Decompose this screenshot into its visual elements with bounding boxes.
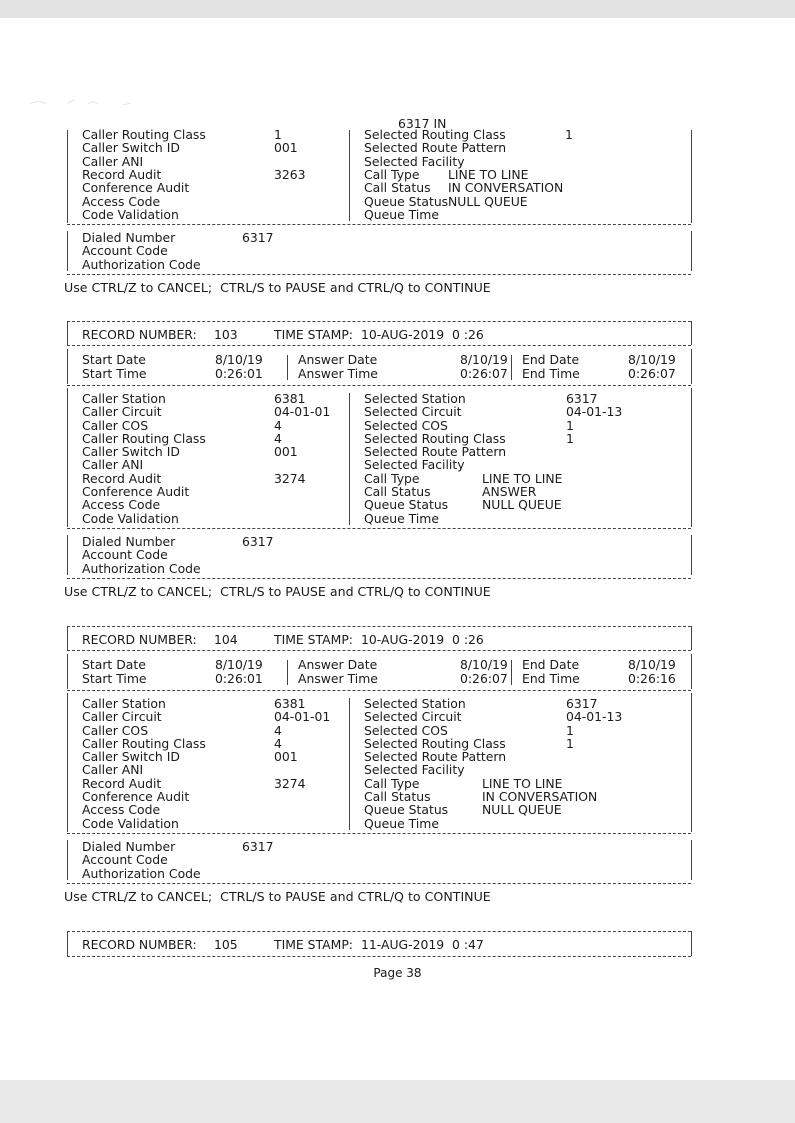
right-border xyxy=(691,231,692,271)
selected-field-label: Queue Time xyxy=(364,206,439,222)
instruction-line: Use CTRL/Z to CANCEL; CTRL/S to PAUSE and CTRL/Q to CONTINUE xyxy=(64,583,491,599)
dates-divider xyxy=(67,690,691,691)
date-divider-2 xyxy=(511,355,512,380)
authorization-code-label: Authorization Code xyxy=(82,560,201,576)
selected-field-label: Selected Station xyxy=(364,390,466,406)
left-border xyxy=(67,654,68,689)
caller-field-label: Caller Switch ID xyxy=(82,140,180,156)
end-date-label: End Date xyxy=(522,352,580,368)
caller-field-value: 001 xyxy=(274,749,298,765)
caller-field-value: 4 xyxy=(274,722,282,738)
selected-field-label: Selected Routing Class xyxy=(364,735,506,751)
caller-field-label: Access Code xyxy=(82,497,161,513)
section-divider xyxy=(67,528,691,529)
selected-field-value: LINE TO LINE xyxy=(482,775,563,791)
caller-field-label: Caller Routing Class xyxy=(82,127,206,142)
caller-field-label: Code Validation xyxy=(82,510,179,526)
header-divider xyxy=(67,956,691,957)
record-bottom-rule xyxy=(67,274,691,275)
record-bottom-rule xyxy=(67,578,691,579)
caller-field-label: Record Audit xyxy=(82,166,162,182)
start-time: 0:26:01 xyxy=(215,365,263,381)
selected-field-label: Call Type xyxy=(364,470,420,486)
left-border xyxy=(67,388,68,527)
caller-field-value: 4 xyxy=(274,417,282,433)
answer-date-label: Answer Date xyxy=(298,352,378,368)
record-top-rule xyxy=(67,931,691,932)
date-divider-2 xyxy=(511,660,512,685)
selected-field-label: Selected Facility xyxy=(364,457,465,473)
caller-field-value: 6381 xyxy=(274,390,306,406)
start-time-label: Start Time xyxy=(82,365,147,381)
selected-field-label: Selected Route Pattern xyxy=(364,749,507,765)
dialed-number-value: 6317 xyxy=(242,838,274,854)
answer-time-label: Answer Time xyxy=(298,670,378,686)
caller-field-label: Conference Audit xyxy=(82,180,190,196)
right-border xyxy=(691,931,692,956)
right-border xyxy=(691,654,692,689)
record-number-label: RECORD NUMBER: xyxy=(82,632,197,647)
selected-field-value: 6317 xyxy=(566,390,598,406)
end-date-label: End Date xyxy=(522,657,580,673)
selected-field-value: 6317 xyxy=(566,695,598,711)
caller-field-label: Access Code xyxy=(82,193,161,209)
right-border xyxy=(691,693,692,832)
top-header-line: 6317 IN xyxy=(398,116,447,131)
account-code-label: Account Code xyxy=(82,852,168,868)
caller-field-label: Caller Routing Class xyxy=(82,735,206,751)
right-border xyxy=(691,626,692,650)
caller-field-label: Caller ANI xyxy=(82,457,144,473)
caller-field-label: Access Code xyxy=(82,802,161,818)
instruction-line: Use CTRL/Z to CANCEL; CTRL/S to PAUSE and CTRL/Q to CONTINUE xyxy=(64,280,491,295)
page-number: Page 38 xyxy=(373,966,422,980)
left-border xyxy=(67,535,68,575)
scan-smudge xyxy=(28,98,158,108)
caller-field-label: Caller ANI xyxy=(82,762,144,778)
left-border xyxy=(67,931,68,956)
record-number: 103 xyxy=(214,327,238,342)
timestamp-label: TIME STAMP: xyxy=(274,632,353,647)
caller-field-value: 3274 xyxy=(274,470,306,486)
timestamp-label: TIME STAMP: xyxy=(274,327,353,342)
dialed-number-label: Dialed Number xyxy=(82,230,176,246)
selected-field-label: Selected Routing Class xyxy=(364,127,506,142)
header-divider xyxy=(67,650,691,651)
selected-field-label: Queue Time xyxy=(364,510,439,526)
timestamp: 10-AUG-2019 0 :26 xyxy=(361,632,484,647)
caller-field-label: Conference Audit xyxy=(82,484,190,499)
caller-field-label: Caller ANI xyxy=(82,153,144,169)
caller-field-value: 001 xyxy=(274,444,298,460)
record-number-label: RECORD NUMBER: xyxy=(82,327,197,342)
caller-field-label: Caller Switch ID xyxy=(82,749,180,765)
record-top-rule xyxy=(67,321,691,322)
caller-field-value: 04-01-01 xyxy=(274,404,331,420)
timestamp-label: TIME STAMP: xyxy=(274,937,353,952)
scan-bottom-band xyxy=(0,1080,795,1123)
answer-date: 8/10/19 xyxy=(460,352,508,368)
caller-field-label: Code Validation xyxy=(82,815,179,831)
selected-field-label: Call Status xyxy=(364,789,431,804)
dialed-number-value: 6317 xyxy=(242,533,274,549)
section-divider xyxy=(67,833,691,834)
caller-field-value: 04-01-01 xyxy=(274,709,331,725)
selected-field-label: Selected Route Pattern xyxy=(364,444,507,460)
authorization-code-label: Authorization Code xyxy=(82,865,201,881)
caller-field-value: 4 xyxy=(274,735,282,751)
caller-field-label: Conference Audit xyxy=(82,789,190,804)
selected-field-value: IN CONVERSATION xyxy=(482,789,598,804)
end-date: 8/10/19 xyxy=(628,657,676,673)
date-divider-1 xyxy=(287,660,288,685)
caller-field-label: Caller Routing Class xyxy=(82,430,206,446)
left-border xyxy=(67,693,68,832)
selected-field-value: 1 xyxy=(566,722,574,738)
header-divider xyxy=(67,345,691,346)
account-code-label: Account Code xyxy=(82,243,168,259)
start-date-label: Start Date xyxy=(82,657,146,673)
end-date: 8/10/19 xyxy=(628,352,676,368)
selected-field-label: Selected Circuit xyxy=(364,404,462,420)
selected-field-label: Selected COS xyxy=(364,417,448,433)
caller-field-label: Record Audit xyxy=(82,470,162,486)
selected-field-value: LINE TO LINE xyxy=(448,166,529,182)
caller-field-label: Caller Circuit xyxy=(82,709,162,725)
dialed-number-label: Dialed Number xyxy=(82,838,176,854)
selected-field-label: Selected Station xyxy=(364,695,466,711)
left-border xyxy=(67,626,68,650)
caller-field-label: Code Validation xyxy=(82,206,179,222)
left-border xyxy=(67,840,68,880)
answer-time: 0:26:07 xyxy=(460,365,508,381)
selected-field-value: NULL QUEUE xyxy=(482,802,562,818)
answer-date: 8/10/19 xyxy=(460,657,508,673)
selected-field-label: Call Status xyxy=(364,484,431,499)
answer-date-label: Answer Date xyxy=(298,657,378,673)
right-border xyxy=(691,388,692,527)
right-border xyxy=(691,321,692,345)
selected-field-value: 1 xyxy=(566,417,574,433)
selected-field-label: Selected Routing Class xyxy=(364,430,506,446)
start-time: 0:26:01 xyxy=(215,670,263,686)
answer-time-label: Answer Time xyxy=(298,365,378,381)
start-date: 8/10/19 xyxy=(215,352,263,368)
dialed-number-label: Dialed Number xyxy=(82,533,176,549)
record-number: 105 xyxy=(214,937,238,952)
selected-field-value: ANSWER xyxy=(482,484,537,499)
caller-field-value: 3263 xyxy=(274,166,306,182)
selected-field-label: Queue Status xyxy=(364,802,449,818)
start-time-label: Start Time xyxy=(82,670,147,686)
end-time: 0:26:07 xyxy=(628,365,676,381)
right-border xyxy=(691,130,692,223)
selected-field-label: Selected Facility xyxy=(364,762,465,778)
selected-field-label: Queue Time xyxy=(364,815,439,831)
start-date-label: Start Date xyxy=(82,352,146,368)
selected-field-value: 1 xyxy=(565,127,573,142)
selected-field-label: Call Type xyxy=(364,775,420,791)
selected-field-value: 04-01-13 xyxy=(566,404,623,420)
record-number-label: RECORD NUMBER: xyxy=(82,937,197,952)
selected-field-label: Queue Status xyxy=(364,497,449,513)
dates-divider xyxy=(67,385,691,386)
right-border xyxy=(691,840,692,880)
caller-field-label: Caller Station xyxy=(82,390,166,406)
caller-field-value: 3274 xyxy=(274,775,306,791)
record-top-rule xyxy=(67,626,691,627)
selected-field-value: 1 xyxy=(566,735,574,751)
middle-divider xyxy=(349,130,350,221)
end-time-label: End Time xyxy=(522,670,580,686)
selected-field-label: Selected Facility xyxy=(364,153,465,169)
selected-field-label: Call Status xyxy=(364,180,431,196)
selected-field-value: IN CONVERSATION xyxy=(448,180,564,196)
timestamp: 11-AUG-2019 0 :47 xyxy=(361,937,484,952)
selected-field-value: LINE TO LINE xyxy=(482,470,563,486)
end-time-label: End Time xyxy=(522,365,580,381)
start-date: 8/10/19 xyxy=(215,657,263,673)
left-border xyxy=(67,231,68,271)
left-border xyxy=(67,321,68,345)
end-time: 0:26:16 xyxy=(628,670,676,686)
instruction-line: Use CTRL/Z to CANCEL; CTRL/S to PAUSE and CTRL/Q to CONTINUE xyxy=(64,888,491,904)
caller-field-value: 4 xyxy=(274,430,282,446)
caller-field-value: 1 xyxy=(274,127,282,142)
caller-field-label: Caller COS xyxy=(82,417,149,433)
section-divider xyxy=(67,224,691,225)
authorization-code-label: Authorization Code xyxy=(82,256,201,272)
right-border xyxy=(691,535,692,575)
left-border xyxy=(67,130,68,223)
selected-field-label: Selected COS xyxy=(364,722,448,738)
selected-field-value: NULL QUEUE xyxy=(448,193,528,209)
caller-field-value: 001 xyxy=(274,140,298,156)
caller-field-label: Caller Circuit xyxy=(82,404,162,420)
middle-divider xyxy=(349,393,350,525)
selected-field-label: Selected Circuit xyxy=(364,709,462,725)
timestamp: 10-AUG-2019 0 :26 xyxy=(361,327,484,342)
answer-time: 0:26:07 xyxy=(460,670,508,686)
dialed-number-value: 6317 xyxy=(242,230,274,246)
selected-field-label: Selected Route Pattern xyxy=(364,140,507,156)
caller-field-label: Caller COS xyxy=(82,722,149,738)
selected-field-label: Call Type xyxy=(364,166,420,182)
selected-field-value: 04-01-13 xyxy=(566,709,623,725)
date-divider-1 xyxy=(287,355,288,380)
caller-field-value: 6381 xyxy=(274,695,306,711)
selected-field-value: NULL QUEUE xyxy=(482,497,562,513)
caller-field-label: Record Audit xyxy=(82,775,162,791)
selected-field-label: Queue Status xyxy=(364,193,449,209)
scan-top-band xyxy=(0,0,795,18)
record-bottom-rule xyxy=(67,883,691,884)
right-border xyxy=(691,349,692,384)
caller-field-label: Caller Switch ID xyxy=(82,444,180,460)
middle-divider xyxy=(349,698,350,830)
left-border xyxy=(67,349,68,384)
account-code-label: Account Code xyxy=(82,547,168,563)
record-number: 104 xyxy=(214,632,238,647)
selected-field-value: 1 xyxy=(566,430,574,446)
caller-field-label: Caller Station xyxy=(82,695,166,711)
